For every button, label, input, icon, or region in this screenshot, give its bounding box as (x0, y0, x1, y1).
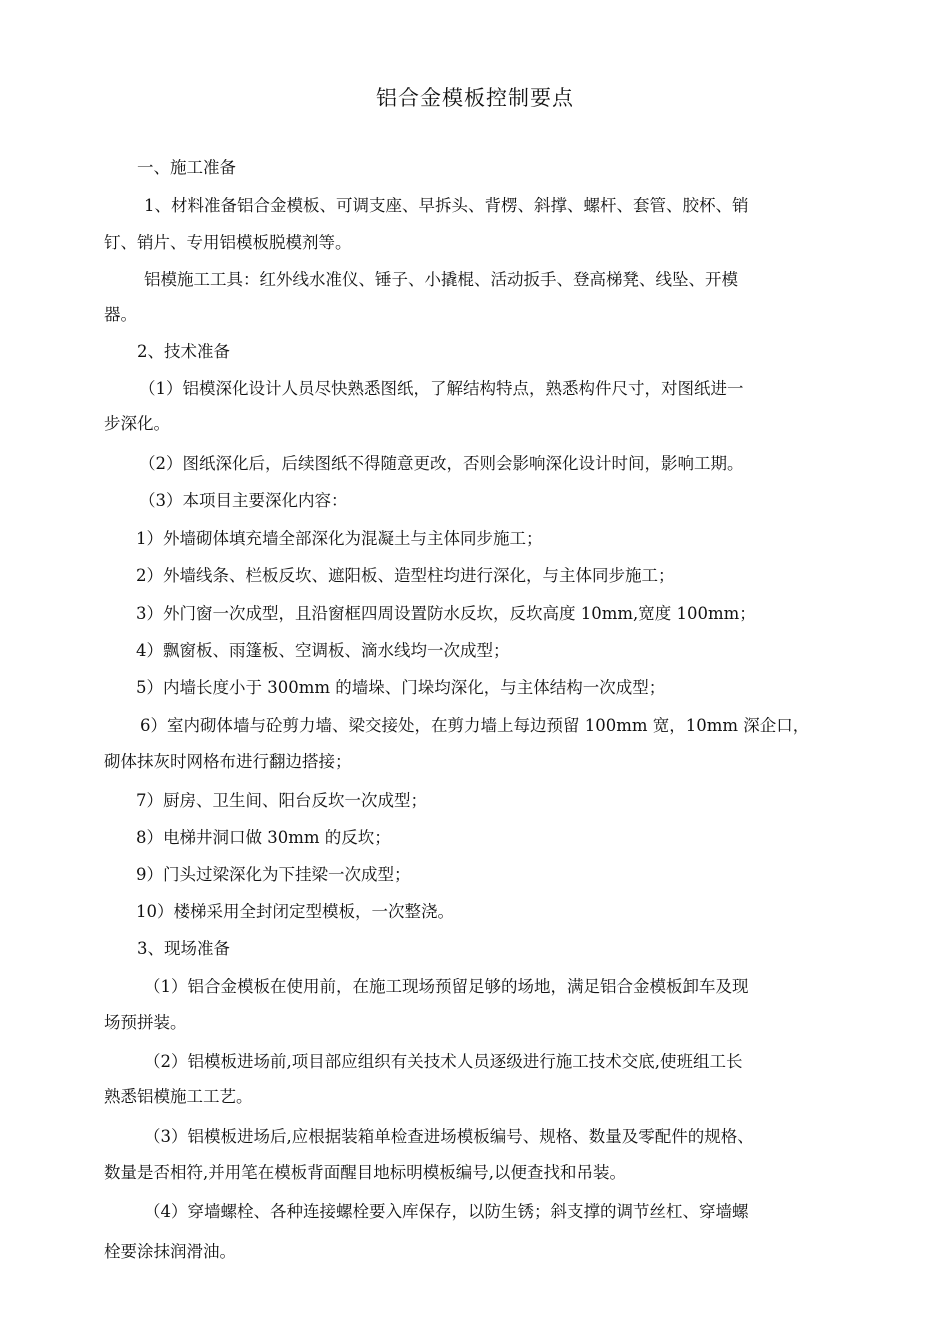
list-item: 3）外门窗一次成型，且沿窗框四周设置防水反坎，反坎高度 10mm,宽度 100mm； (136, 604, 756, 623)
paragraph-line: 熟悉铝模施工工艺。 (104, 1087, 253, 1106)
list-item: 10）楼梯采用全封闭定型模板，一次整浇。 (136, 902, 454, 921)
paragraph-line: 铝模施工工具：红外线水准仪、锤子、小撬棍、活动扳手、登高梯凳、线坠、开模 (144, 270, 738, 289)
list-item: 4）飘窗板、雨篷板、空调板、滴水线均一次成型； (136, 641, 510, 660)
paragraph-line: 栓要涂抹润滑油。 (104, 1242, 236, 1261)
paragraph-line: 场预拼装。 (104, 1013, 187, 1032)
list-item: 砌体抹灰时网格布进行翻边搭接； (104, 752, 352, 771)
paragraph-line: （1）铝模深化设计人员尽快熟悉图纸，了解结构特点，熟悉构件尺寸，对图纸进一 (139, 379, 744, 398)
list-item: 5）内墙长度小于 300mm 的墙垛、门垛均深化，与主体结构一次成型； (136, 678, 666, 697)
paragraph-line: （2）图纸深化后，后续图纸不得随意更改，否则会影响深化设计时间，影响工期。 (139, 454, 744, 473)
paragraph-line: 步深化。 (104, 414, 170, 433)
list-item: 1）外墙砌体填充墙全部深化为混凝土与主体同步施工； (136, 529, 543, 548)
list-item: 7）厨房、卫生间、阳台反坎一次成型； (136, 791, 427, 810)
paragraph-line: （1）铝合金模板在使用前，在施工现场预留足够的场地，满足铝合金模板卸车及现 (144, 977, 749, 996)
paragraph-line: （3）铝模板进场后,应根据装箱单检查进场模板编号、规格、数量及零配件的规格、 (144, 1127, 754, 1146)
paragraph-line: 1、材料准备铝合金模板、可调支座、早拆头、背楞、斜撑、螺杆、套管、胶杯、销 (144, 196, 749, 215)
section-heading: 一、施工准备 (137, 158, 236, 177)
paragraph-line: （3）本项目主要深化内容： (139, 491, 348, 510)
paragraph-line: （4）穿墙螺栓、各种连接螺栓要入库保存，以防生锈；斜支撑的调节丝杠、穿墙螺 (144, 1202, 749, 1221)
list-item: 8）电梯井洞口做 30mm 的反坎； (136, 828, 391, 847)
subsection-heading: 3、现场准备 (137, 939, 230, 958)
paragraph-line: 钉、销片、专用铝模板脱模剂等。 (104, 233, 352, 252)
subsection-heading: 2、技术准备 (137, 342, 230, 361)
list-item: 9）门头过梁深化为下挂梁一次成型； (136, 865, 411, 884)
paragraph-line: （2）铝模板进场前,项目部应组织有关技术人员逐级进行施工技术交底,使班组工长 (144, 1052, 743, 1071)
list-item: 6）室内砌体墙与砼剪力墙、梁交接处，在剪力墙上每边预留 100mm 宽，10mm 深企口， (140, 716, 810, 735)
document-title: 铝合金模板控制要点 (376, 86, 574, 110)
paragraph-line: 器。 (104, 305, 137, 324)
paragraph-line: 数量是否相符,并用笔在模板背面醒目地标明模板编号,以便查找和吊装。 (104, 1163, 626, 1182)
list-item: 2）外墙线条、栏板反坎、遮阳板、造型柱均进行深化，与主体同步施工； (136, 566, 675, 585)
